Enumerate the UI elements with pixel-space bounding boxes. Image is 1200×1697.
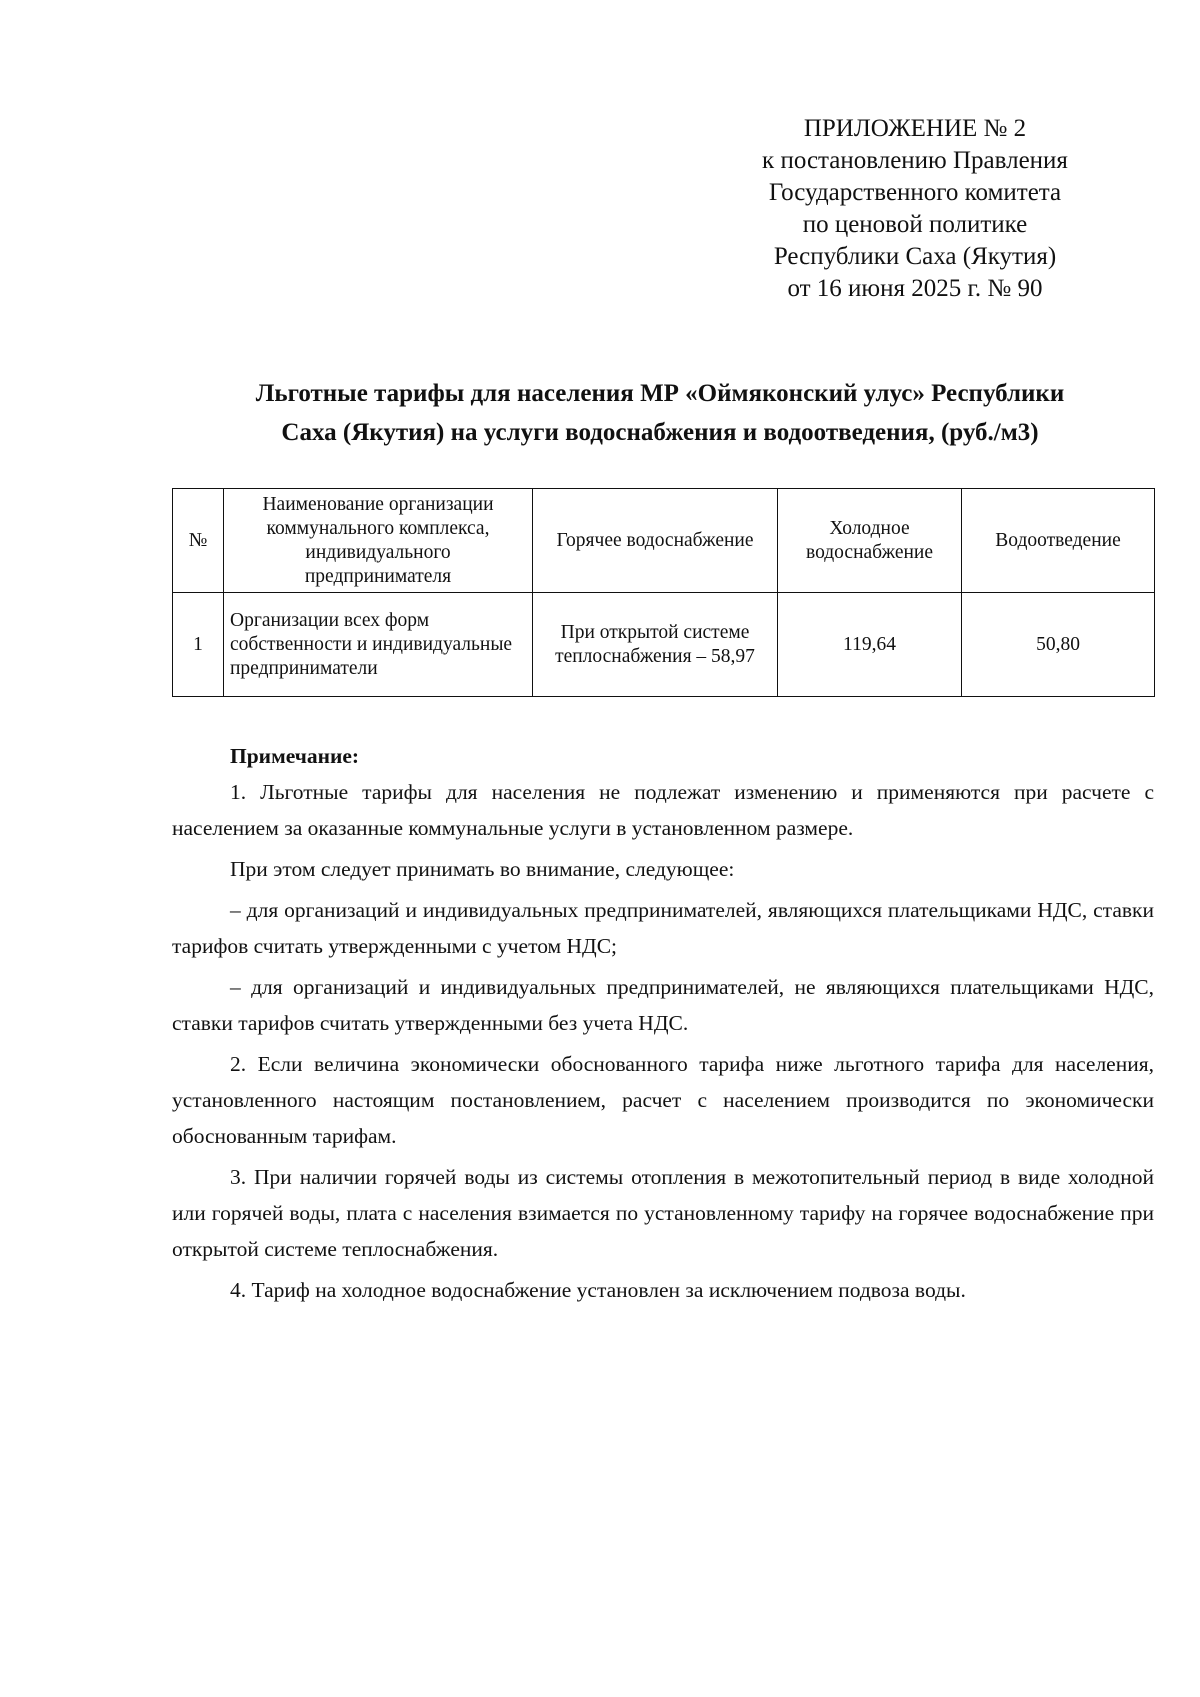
cell-number: 1 bbox=[173, 593, 224, 697]
appendix-line: от 16 июня 2025 г. № 90 bbox=[787, 275, 1043, 302]
header-organization: Наименование организации коммунального комплекса, индивидуального предпринимателя bbox=[224, 489, 533, 593]
cell-cold-water: 119,64 bbox=[778, 593, 962, 697]
cell-organization: Организации всех форм собственности и индивидуальные предприниматели bbox=[224, 593, 533, 697]
cell-drainage: 50,80 bbox=[962, 593, 1155, 697]
note-paragraph-4: – для организаций и индивидуальных предпринимателей, не являющихся плательщиками НДС, ставки тарифов считать утвержденными без учета НДС. bbox=[172, 975, 1154, 1035]
appendix-block bbox=[690, 113, 1140, 305]
table-row bbox=[173, 593, 1155, 697]
notes-heading: Примечание: bbox=[230, 744, 360, 768]
header-cold-water: Холодное водоснабжение bbox=[778, 489, 962, 593]
appendix-line: ПРИЛОЖЕНИЕ № 2 bbox=[803, 115, 1027, 142]
note-paragraph-6: 3. При наличии горячей воды из системы отопления в межотопительный период в виде холодной или горячей воды, плата с населения взимается по установленному тарифу на горячее водоснабжение при открытой системе теплоснабжения. bbox=[172, 1165, 1154, 1261]
notes-section bbox=[172, 738, 1154, 1313]
tariff-table bbox=[172, 488, 1155, 697]
cell-hot-water: При открытой системе теплоснабжения – 58,97 bbox=[533, 593, 778, 697]
note-paragraph-5: 2. Если величина экономически обоснованного тарифа ниже льготного тарифа для населения, установленного настоящим постановлением, расчет с населением производится по экономически обоснованным тарифам. bbox=[172, 1052, 1154, 1148]
note-paragraph-2: При этом следует принимать во внимание, следующее: bbox=[230, 857, 735, 881]
note-paragraph-7: 4. Тариф на холодное водоснабжение установлен за исключением подвоза воды. bbox=[230, 1278, 966, 1302]
document-title bbox=[160, 374, 1160, 452]
appendix-line: Государственного комитета bbox=[768, 179, 1062, 206]
appendix-line: к постановлению Правления bbox=[762, 147, 1068, 174]
note-paragraph-1: 1. Льготные тарифы для населения не подлежат изменению и применяются при расчете с населением за оказанные коммунальные услуги в установленном размере. bbox=[172, 780, 1154, 840]
header-number: № bbox=[173, 489, 224, 593]
title-line-2: Саха (Якутия) на услуги водоснабжения и водоотведения, (руб./м3) bbox=[281, 419, 1039, 446]
title-line-1: Льготные тарифы для населения МР «Оймяконский улус» Республики bbox=[255, 380, 1065, 407]
header-drainage: Водоотведение bbox=[962, 489, 1155, 593]
note-paragraph-3: – для организаций и индивидуальных предпринимателей, являющихся плательщиками НДС, ставки тарифов считать утвержденными с учетом НДС; bbox=[172, 898, 1154, 958]
table-header-row bbox=[173, 489, 1155, 593]
header-hot-water: Горячее водоснабжение bbox=[533, 489, 778, 593]
appendix-line: по ценовой политике bbox=[802, 211, 1028, 238]
appendix-line: Республики Саха (Якутия) bbox=[773, 243, 1057, 270]
